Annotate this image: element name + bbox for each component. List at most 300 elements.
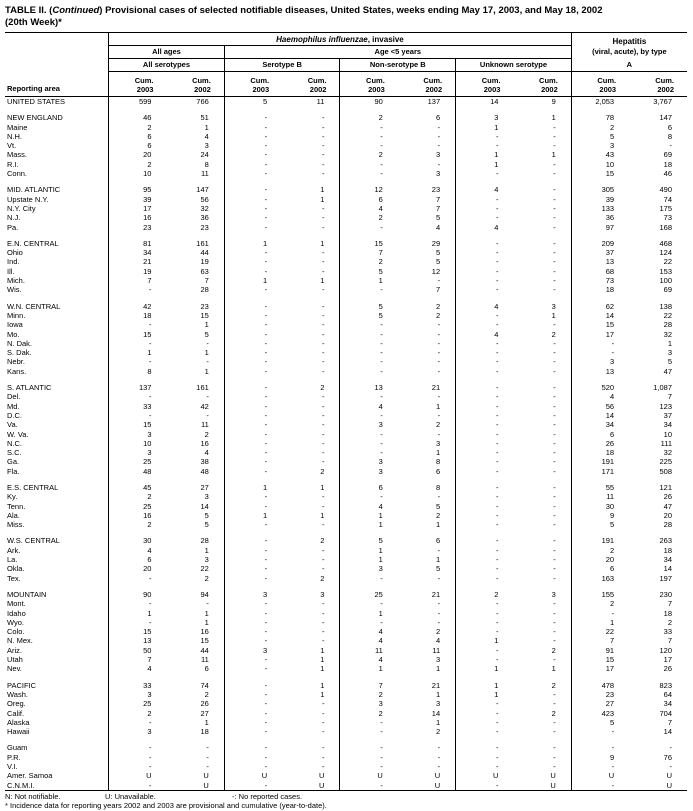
value-cell: [282, 376, 340, 383]
value-cell: 175: [659, 203, 672, 213]
value-cell: -: [513, 123, 571, 132]
value-cell: 1: [513, 311, 571, 320]
reporting-area-cell: Tex.: [5, 574, 109, 583]
year-label: 2003: [252, 84, 270, 94]
value-cell: -: [148, 617, 152, 627]
reporting-area-cell: N. Mex.: [5, 636, 109, 645]
value-cell: 1: [147, 608, 152, 618]
value-cell: -: [264, 545, 268, 555]
value-cell: 263: [659, 536, 672, 546]
table-row: [5, 627, 687, 636]
table-row: [5, 195, 687, 204]
reporting-area-cell: [5, 736, 109, 743]
value-cell: 81: [143, 238, 152, 248]
reporting-area-cell: Kans.: [5, 367, 109, 376]
value-cell: -: [380, 392, 383, 402]
table-row: [5, 204, 687, 213]
value-cell: [224, 736, 282, 743]
value-cell: 599: [138, 97, 152, 106]
all-ages-header: All ages: [109, 46, 225, 59]
value-cell: 6: [609, 429, 615, 439]
table-row: [5, 781, 687, 791]
value-cell: 16: [166, 627, 224, 636]
value-cell: 45: [143, 482, 152, 492]
value-cell: -: [282, 330, 340, 339]
value-cell: -: [264, 608, 268, 618]
value-cell: 12: [398, 267, 456, 276]
value-cell: 27: [166, 709, 224, 718]
value-cell: 21: [398, 681, 456, 690]
value-cell: 147: [659, 113, 672, 123]
value-cell: -: [380, 348, 383, 358]
value-cell: -: [398, 574, 456, 583]
value-cell: [282, 232, 340, 239]
value-cell: 1: [494, 636, 499, 646]
reporting-area-cell: N. Dak.: [5, 339, 109, 348]
value-cell: 28: [663, 320, 672, 330]
value-cell: -: [398, 411, 456, 420]
value-cell: 1: [494, 159, 499, 169]
reporting-area-cell: E.S. CENTRAL: [5, 483, 109, 492]
value-cell: [513, 232, 571, 239]
value-cell: 1: [513, 113, 571, 122]
value-cell: 11: [375, 645, 383, 655]
value-cell: 5: [667, 357, 672, 367]
value-cell: -: [495, 194, 499, 204]
table-row: [5, 727, 687, 736]
table-row: [5, 536, 687, 545]
value-cell: [398, 376, 456, 383]
value-cell: [282, 736, 340, 743]
reporting-area-cell: Wis.: [5, 285, 109, 294]
value-cell: -: [264, 689, 268, 699]
value-cell: 2: [609, 599, 615, 609]
reporting-area-cell: Va.: [5, 420, 109, 429]
reporting-area-cell: Calif.: [5, 709, 109, 718]
spacer-row: [5, 674, 687, 681]
value-cell: 37: [663, 410, 672, 420]
reporting-area-cell: MID. ATLANTIC: [5, 185, 109, 194]
value-cell: -: [380, 169, 383, 179]
value-cell: 25: [143, 457, 152, 467]
value-cell: -: [495, 429, 499, 439]
value-cell: 120: [659, 645, 672, 655]
value-cell: 163: [601, 573, 615, 583]
value-cell: -: [264, 573, 268, 583]
value-cell: 3: [262, 589, 268, 599]
value-cell: 21: [398, 383, 456, 392]
value-cell: 1: [494, 680, 499, 690]
value-cell: -: [264, 617, 268, 627]
reporting-area-cell: Pa.: [5, 223, 109, 232]
value-cell: 32: [663, 448, 672, 458]
value-cell: -: [495, 762, 499, 771]
value-cell: 478: [601, 680, 615, 690]
value-cell: 4: [147, 545, 152, 555]
value-cell: U: [146, 771, 152, 781]
value-cell: -: [264, 150, 268, 160]
value-cell: -: [264, 752, 268, 762]
value-cell: 147: [166, 185, 224, 194]
spacer-row: [5, 232, 687, 239]
value-cell: -: [380, 573, 383, 583]
value-cell: -: [380, 320, 383, 330]
value-cell: U: [261, 771, 268, 781]
value-cell: 5: [378, 266, 383, 276]
value-cell: [456, 529, 514, 536]
value-cell: [340, 106, 398, 113]
value-cell: -: [166, 599, 224, 608]
value-cell: 25: [143, 501, 152, 511]
value-cell: -: [264, 141, 268, 151]
value-cell: 1: [378, 545, 383, 555]
reporting-area-cell: S. ATLANTIC: [5, 383, 109, 392]
value-cell: 29: [398, 239, 456, 248]
reporting-area-cell: Miss.: [5, 520, 109, 529]
value-cell: -: [282, 439, 340, 448]
reporting-area-cell: E.N. CENTRAL: [5, 239, 109, 248]
value-cell: -: [282, 132, 340, 141]
value-cell: -: [513, 169, 571, 178]
value-cell: -: [513, 636, 571, 645]
value-cell: U: [608, 771, 615, 781]
serotype-b-header: Serotype B: [224, 59, 340, 72]
table-row: [5, 511, 687, 520]
reporting-area-cell: Del.: [5, 392, 109, 401]
value-cell: 13: [605, 257, 615, 267]
value-cell: 7: [667, 599, 672, 609]
cum-label: Cum.: [366, 76, 385, 85]
cum-label: Cum.: [597, 76, 617, 85]
value-cell: 9: [609, 510, 615, 520]
value-cell: 56: [605, 401, 615, 411]
value-cell: -: [669, 141, 672, 151]
value-cell: 12: [374, 185, 383, 195]
value-cell: -: [495, 348, 499, 358]
value-cell: -: [264, 392, 268, 402]
reporting-area-cell: Nebr.: [5, 357, 109, 366]
value-cell: -: [495, 266, 499, 276]
value-cell: -: [398, 348, 456, 357]
value-cell: [571, 376, 629, 383]
value-cell: 1: [398, 402, 456, 411]
value-cell: -: [264, 401, 268, 411]
value-cell: [340, 178, 398, 185]
value-cell: -: [282, 599, 340, 608]
value-cell: 7: [667, 392, 672, 402]
spacer-row: [5, 529, 687, 536]
value-cell: [571, 674, 629, 681]
value-cell: 15: [605, 320, 615, 330]
value-cell: -: [513, 483, 571, 492]
value-cell: -: [398, 357, 456, 366]
value-cell: -: [513, 439, 571, 448]
value-cell: 423: [601, 708, 615, 718]
value-cell: -: [513, 357, 571, 366]
value-cell: -: [264, 599, 268, 609]
value-cell: 2: [378, 708, 383, 718]
value-cell: 15: [166, 311, 224, 320]
value-cell: [166, 106, 224, 113]
all-serotypes-header: All serotypes: [109, 59, 225, 72]
value-cell: -: [513, 457, 571, 466]
value-cell: 1: [494, 689, 499, 699]
value-cell: -: [398, 367, 456, 376]
value-cell: [224, 529, 282, 536]
value-cell: -: [513, 627, 571, 636]
value-cell: -: [495, 752, 499, 762]
value-cell: 69: [663, 285, 672, 295]
value-cell: [571, 106, 629, 113]
value-cell: [456, 736, 514, 743]
value-cell: -: [495, 141, 499, 151]
value-cell: U: [666, 780, 672, 790]
value-cell: 155: [601, 589, 615, 599]
reporting-area-cell: Nev.: [5, 664, 109, 673]
table-row: [5, 655, 687, 664]
value-cell: 5: [166, 330, 224, 339]
table-row: [5, 699, 687, 708]
value-cell: -: [513, 743, 571, 752]
col-header-cum-2: [166, 72, 224, 97]
value-cell: U: [377, 771, 383, 781]
value-cell: 14: [398, 709, 456, 718]
value-cell: 2: [147, 520, 152, 530]
value-cell: -: [264, 708, 268, 718]
value-cell: 2: [147, 159, 152, 169]
reporting-area-cell: Conn.: [5, 169, 109, 178]
value-cell: 2: [378, 257, 383, 267]
value-cell: 63: [166, 267, 224, 276]
value-cell: [456, 232, 514, 239]
value-cell: 4: [609, 392, 615, 402]
value-cell: -: [495, 555, 499, 565]
value-cell: -: [282, 564, 340, 573]
value-cell: 32: [663, 329, 672, 339]
value-cell: 3: [513, 590, 571, 599]
value-cell: [282, 106, 340, 113]
table-row: [5, 267, 687, 276]
value-cell: [224, 583, 282, 590]
value-cell: -: [495, 410, 499, 420]
value-cell: 44: [166, 646, 224, 655]
value-cell: [629, 583, 687, 590]
hepatitis-subtitle-header: (viral, acute), by type: [592, 47, 667, 56]
value-cell: -: [282, 743, 340, 752]
col-header-cum-4: [282, 72, 340, 97]
table-row: [5, 392, 687, 401]
value-cell: -: [611, 608, 615, 618]
table-row: [5, 330, 687, 339]
value-cell: 508: [659, 466, 672, 476]
value-cell: [282, 295, 340, 302]
value-cell: 1: [282, 664, 340, 673]
year-label: 2002: [541, 84, 558, 94]
table-row: [5, 311, 687, 320]
reporting-area-cell: Guam: [5, 743, 109, 752]
value-cell: -: [282, 320, 340, 329]
value-cell: [109, 583, 167, 590]
value-cell: -: [282, 402, 340, 411]
reporting-area-cell: [5, 529, 109, 536]
value-cell: 37: [605, 248, 615, 258]
value-cell: 2: [378, 213, 383, 223]
reporting-area-cell: [5, 232, 109, 239]
value-cell: 153: [659, 266, 672, 276]
title-week: (20th Week)*: [5, 16, 62, 28]
table-row: [5, 430, 687, 439]
value-cell: 4: [378, 203, 383, 213]
value-cell: 14: [605, 410, 615, 420]
value-cell: -: [166, 743, 224, 752]
value-cell: 3: [398, 169, 456, 178]
value-cell: 26: [663, 664, 672, 674]
value-cell: 1: [378, 276, 383, 286]
value-cell: -: [380, 222, 383, 232]
reporting-area-cell: Wyo.: [5, 618, 109, 627]
value-cell: 44: [166, 248, 224, 257]
value-cell: 28: [166, 285, 224, 294]
value-cell: 25: [374, 589, 383, 599]
value-cell: -: [380, 780, 383, 790]
value-cell: 10: [663, 429, 672, 439]
value-cell: 2: [147, 492, 152, 502]
value-cell: 13: [143, 636, 152, 646]
value-cell: 209: [601, 238, 615, 248]
value-cell: 2,053: [595, 97, 615, 106]
value-cell: 46: [663, 169, 672, 179]
value-cell: -: [148, 780, 152, 790]
value-cell: 704: [659, 708, 672, 718]
value-cell: 7: [147, 276, 152, 286]
value-cell: -: [264, 257, 268, 267]
value-cell: 22: [166, 564, 224, 573]
value-cell: -: [380, 438, 383, 448]
value-cell: 1: [262, 276, 268, 286]
value-cell: 3: [166, 555, 224, 564]
reporting-area-cell: W. Va.: [5, 430, 109, 439]
value-cell: 76: [663, 752, 672, 762]
reporting-area-cell: [5, 583, 109, 590]
reporting-area-cell: W.S. CENTRAL: [5, 536, 109, 545]
value-cell: 225: [659, 457, 672, 467]
table-row: [5, 609, 687, 618]
table-row: [5, 636, 687, 645]
value-cell: -: [513, 520, 571, 529]
value-cell: 1: [166, 348, 224, 357]
value-cell: 1: [378, 608, 383, 618]
value-cell: -: [398, 276, 456, 285]
table-row: [5, 457, 687, 466]
cum-label: Cum.: [423, 76, 443, 85]
value-cell: 4: [494, 329, 499, 339]
cum-label: Cum.: [655, 76, 674, 85]
value-cell: [398, 529, 456, 536]
reporting-area-cell: N.H.: [5, 132, 109, 141]
value-cell: -: [264, 762, 268, 771]
value-cell: -: [380, 492, 383, 502]
col-header-cum-10: [629, 72, 687, 97]
value-cell: 15: [605, 655, 615, 665]
value-cell: 100: [659, 276, 672, 286]
value-cell: 90: [143, 589, 152, 599]
value-cell: -: [495, 564, 499, 574]
value-cell: -: [398, 546, 456, 555]
reporting-area-cell: Mo.: [5, 330, 109, 339]
value-cell: -: [513, 430, 571, 439]
value-cell: 16: [166, 439, 224, 448]
value-cell: -: [264, 159, 268, 169]
value-cell: -: [495, 238, 499, 248]
value-cell: -: [282, 492, 340, 501]
table-row: [5, 357, 687, 366]
value-cell: [224, 295, 282, 302]
value-cell: -: [513, 285, 571, 294]
value-cell: [109, 674, 167, 681]
value-cell: 4: [166, 448, 224, 457]
value-cell: -: [513, 392, 571, 401]
value-cell: 2: [398, 302, 456, 311]
value-cell: 1: [398, 555, 456, 564]
value-cell: -: [264, 131, 268, 141]
value-cell: 30: [605, 501, 615, 511]
value-cell: 3: [166, 141, 224, 150]
value-cell: 3: [609, 141, 615, 151]
table-row: [5, 239, 687, 248]
table-body: [5, 97, 687, 791]
value-cell: -: [264, 438, 268, 448]
value-cell: 3: [147, 448, 152, 458]
value-cell: -: [513, 267, 571, 276]
value-cell: 33: [143, 401, 152, 411]
value-cell: 16: [143, 510, 152, 520]
value-cell: [340, 583, 398, 590]
reporting-area-cell: [5, 674, 109, 681]
value-cell: 5: [398, 564, 456, 573]
reporting-area-cell: Wash.: [5, 690, 109, 699]
value-cell: 14: [663, 727, 672, 737]
value-cell: -: [264, 727, 268, 737]
value-cell: [224, 376, 282, 383]
value-cell: -: [513, 467, 571, 476]
value-cell: 27: [166, 483, 224, 492]
reporting-area-cell: C.N.M.I.: [5, 781, 109, 791]
value-cell: -: [495, 320, 499, 330]
value-cell: 73: [663, 213, 672, 223]
value-cell: -: [282, 357, 340, 366]
title-line1: [5, 5, 603, 16]
value-cell: 1: [166, 123, 224, 132]
value-cell: -: [380, 329, 383, 339]
value-cell: -: [495, 520, 499, 530]
value-cell: 5: [609, 520, 615, 530]
value-cell: 7: [166, 276, 224, 285]
reporting-area-cell: [5, 476, 109, 483]
value-cell: -: [264, 357, 268, 367]
value-cell: -: [264, 492, 268, 502]
value-cell: -: [513, 411, 571, 420]
value-cell: 1: [609, 617, 615, 627]
reporting-area-cell: S.C.: [5, 448, 109, 457]
value-cell: 168: [659, 222, 672, 232]
value-cell: 24: [166, 150, 224, 159]
value-cell: 68: [605, 266, 615, 276]
reporting-area-cell: Ga.: [5, 457, 109, 466]
value-cell: 1: [282, 483, 340, 492]
hepatitis-a-header: A: [571, 59, 687, 72]
value-cell: -: [495, 310, 499, 320]
value-cell: 2: [513, 646, 571, 655]
